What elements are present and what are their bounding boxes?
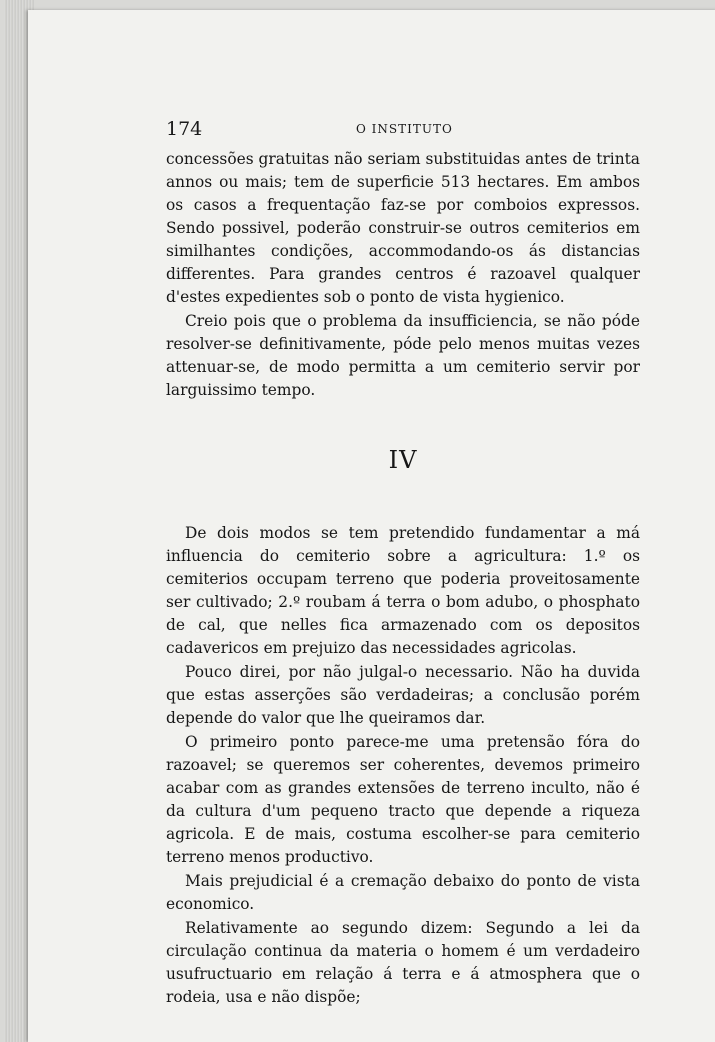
paragraph: Relativamente ao segundo dizem: Segundo a lei da circulação continua da materia o homem é um verdadeiro usufructuario em relação á terra e á atmosphera que o rodeia, usa e não dispõe;: [166, 919, 640, 1006]
paragraph: Pouco direi, por não julgal-o necessario. Não ha duvida que estas asserções são verdadeiras; a conclusão porém depende do valor que lhe queiramos dar.: [166, 663, 640, 727]
section-heading: IV: [388, 446, 418, 474]
paragraph: Creio pois que o problema da insufficiencia, se não póde resolver-se definitivamente, póde pelo menos muitas vezes attenuar-se, de modo permitta a um cemiterio servir por larguissimo tempo.: [166, 312, 640, 399]
paragraph: De dois modos se tem pretendido fundamentar a má influencia do cemiterio sobre a agricultura: 1.º os cemiterios occupam terreno que poderia proveitosamente ser cultivado; 2.º roubam á terra o bom adubo, o phosphato de cal, que nelles fica armazenado com os depositos cadavericos em prejuizo das necessidades agricolas.: [166, 524, 640, 657]
running-title: O INSTITUTO: [356, 122, 453, 136]
paragraph: concessões gratuitas não seriam substituidas antes de trinta annos ou mais; tem de superficie 513 hectares. Em ambos os casos a frequentação faz-se por comboios expressos. Sendo possivel, poderão construir-se outros cemiterios em similhantes condições, accommodando-os ás distancias differentes. Para grandes centros é razoavel qualquer d'estes expedientes sob o ponto de vista hygienico.: [166, 150, 640, 306]
page-number: 174: [166, 118, 203, 140]
paragraph: Mais prejudicial é a cremação debaixo do ponto de vista economico.: [166, 872, 640, 913]
page-body: [166, 148, 640, 1009]
paragraph: O primeiro ponto parece-me uma pretensão fóra do razoavel; se queremos ser coherentes, devemos primeiro acabar com as grandes extensões de terreno inculto, não é da cultura d'um pequeno tracto que depende a riqueza agricola. E de mais, costuma escolher-se para cemiterio terreno menos productivo.: [166, 733, 640, 866]
page-header: [166, 118, 640, 144]
